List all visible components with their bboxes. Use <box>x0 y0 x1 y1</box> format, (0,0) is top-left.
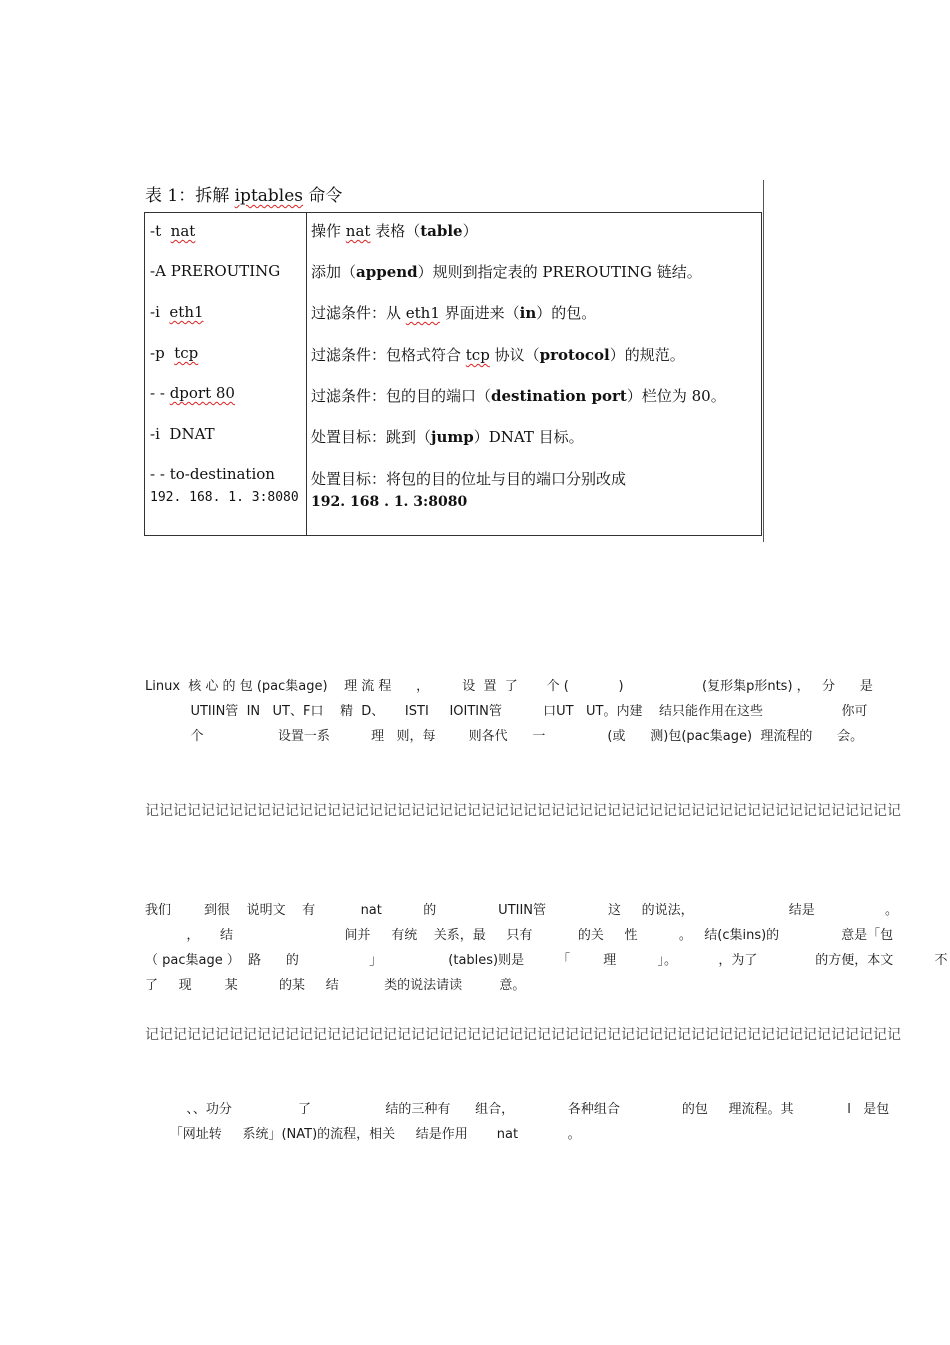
right-edge-line <box>763 180 764 542</box>
column-divider <box>306 213 307 535</box>
paragraph-1-line: UTIIN管 IN UT、F口 精 D、 ISTI IOITIN管 口UT UT。内建 结只能作用在这些 你可 <box>145 704 868 719</box>
paragraph-1-line: Linux 核 心 的 包 (pac集age) 理 流 程 ， 设 置 了 个 ( ) (复形集p形nts) ， 分 是 <box>145 679 873 694</box>
table-cell-option: -i DNAT <box>150 425 215 443</box>
paragraph-2-line: 我们 到很 说明文 有 nat 的 UTIIN管 这 的说法， 结是 。 <box>145 903 898 918</box>
table-cell-option: - - dport 80 <box>150 384 235 402</box>
paragraph-1-line: 个 设置一系 理 则，每 则各代 一 (或 测)包(pac集age) 理流程的 会。 <box>145 729 864 744</box>
table-cell-description: 添加（append）规则到指定表的 PREROUTING 链结。 <box>311 263 702 281</box>
table-cell-description: 过滤条件：包格式符合 tcp 协议（protocol）的规范。 <box>311 346 685 364</box>
table-cell-description: 过滤条件：包的目的端口（destination port）栏位为 80。 <box>311 387 726 405</box>
table-cell-description: 操作 nat 表格（table） <box>311 222 478 240</box>
paragraph-2-line: （ pac集age ） 路 的 」 (tables)则是 「 理 」。 ，为了 的方便，本文 不 <box>145 953 948 968</box>
garbled-separator-line: 记记记记记记记记记记记记记记记记记记记记记记记记记记记记记记记记记记记记记记记记记记记记记记记记记记记记记记 <box>145 1027 901 1043</box>
table-cell-description: 过滤条件：从 eth1 界面进来（in）的包。 <box>311 304 597 322</box>
paragraph-2-line: 了 现 某 的某 结 类的说法请读 意。 <box>145 978 526 993</box>
table-cell-description: 处置目标：将包的目的位址与目的端口分别改成 192. 168 . 1. 3:8080 <box>311 470 627 510</box>
table-cell-option: -p tcp <box>150 344 199 362</box>
iptables-table <box>144 212 762 536</box>
table-caption: 表 1：拆解 iptables 命令 <box>145 186 343 206</box>
paragraph-3-line: 「网址转 系统」(NAT)的流程，相关 结是作用 nat 。 <box>145 1127 581 1142</box>
table-cell-description: 处置目标：跳到（jump）DNAT 目标。 <box>311 428 584 446</box>
paragraph-2-line: ， 结 间并 有统 关系，最 只有 的关 性 。 结(c集ins)的 意是「包 <box>145 928 894 943</box>
table-cell-option: -A PREROUTING <box>150 262 281 280</box>
paragraph-3-line: 、、功分 了 结的三种有 组合， 各种组合 的包 理流程。其 l 是包 <box>145 1102 890 1117</box>
garbled-separator-line: 记记记记记记记记记记记记记记记记记记记记记记记记记记记记记记记记记记记记记记记记记记记记记记记记记记记记记记 <box>145 803 901 819</box>
table-cell-option: - - to-destination 192. 168. 1. 3:8080 <box>150 465 299 505</box>
table-cell-option: -t nat <box>150 222 196 240</box>
caption-iptables-word: iptables <box>234 186 304 206</box>
table-cell-option: -i eth1 <box>150 303 204 321</box>
